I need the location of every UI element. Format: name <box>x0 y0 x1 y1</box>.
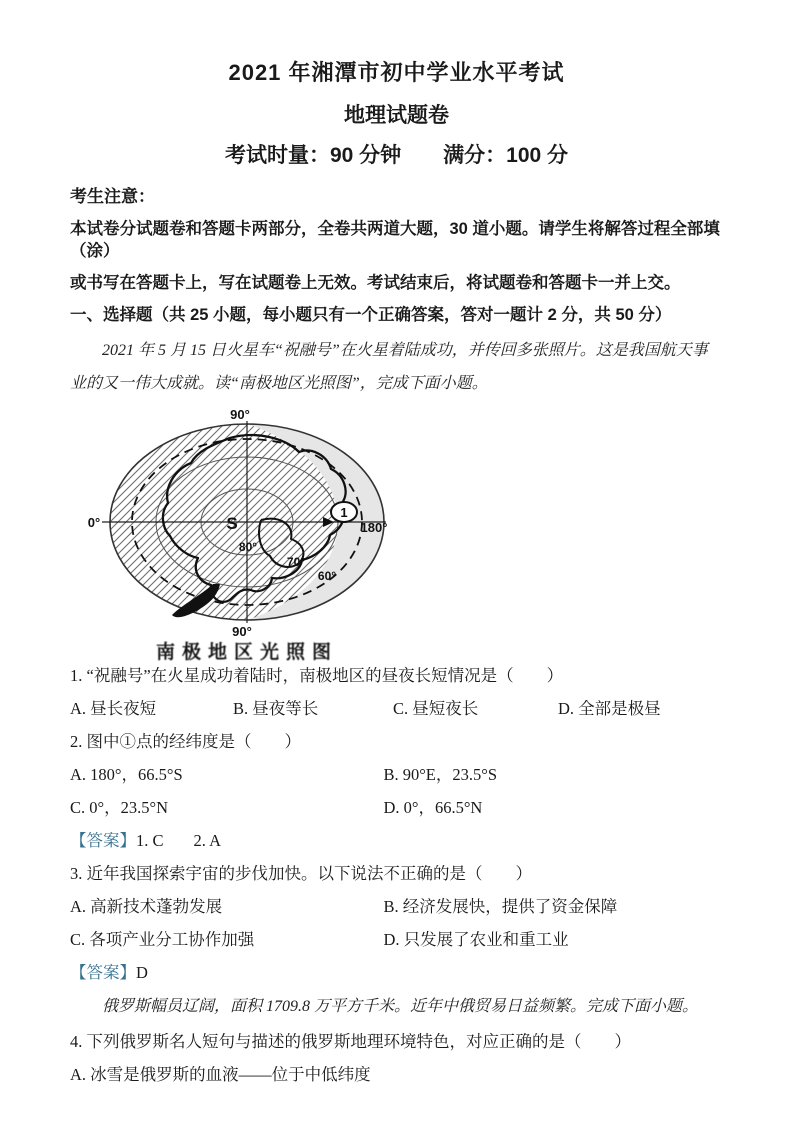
antarctica-illumination-map <box>80 407 414 663</box>
answer-label: 【答案】 <box>70 831 136 850</box>
q2-option-b: B. 90°E，23.5°S <box>383 765 498 784</box>
answer-q2-value: 2. A <box>193 831 222 850</box>
passage-russia: 俄罗斯幅员辽阔，面积 1709.8 万平方千米。近年中俄贸易日益频繁。完成下面小题。 <box>102 998 699 1015</box>
answer-q3-value: D <box>136 963 148 982</box>
question-1-options <box>70 698 723 720</box>
q3-option-b: B. 经济发展快，提供了资金保障 <box>383 897 618 916</box>
question-2-options-row2 <box>70 797 723 819</box>
polar-map-figure <box>80 408 414 640</box>
q2-option-a: A. 180°，66.5°S <box>70 765 183 784</box>
question-4-stem: 4. 下列俄罗斯名人短句与描述的俄罗斯地理环境特色，对应正确的是（ ） <box>70 1032 631 1051</box>
label-60s: 60° <box>317 569 337 583</box>
q1-option-d: D. 全部是极昼 <box>558 699 661 718</box>
question-3-options-row2 <box>70 929 723 951</box>
question-1-stem: 1. “祝融号”在火星成功着陆时，南极地区的昼夜长短情况是（ ） <box>70 666 564 685</box>
q3-option-a: A. 高新技术蓬勃发展 <box>70 897 223 916</box>
question-2-stem: 2. 图中①点的经纬度是（ ） <box>70 732 301 751</box>
q3-option-d: D. 只发展了农业和重工业 <box>383 930 569 949</box>
page-subtitle: 地理试题卷 <box>344 104 449 127</box>
notice-heading: 考生注意： <box>70 187 155 206</box>
point-1-label: 1 <box>340 505 348 520</box>
passage-mars: 2021 年 5 月 15 日火星车“祝融号”在火星着陆成功，并传回多张照片。这是我国航天事业的又一伟大成就。读“南极地区光照图”，完成下面小题。 <box>70 342 708 392</box>
page-title: 2021 年湘潭市初中学业水平考试 <box>228 60 565 85</box>
label-0-left: 0° <box>87 515 101 530</box>
q2-option-c: C. 0°，23.5°N <box>70 798 168 817</box>
answer-q3 <box>70 962 723 984</box>
notice-line-2: 或书写在答题卡上，写在试题卷上无效。考试结束后，将试题卷和答题卡一并上交。 <box>70 274 681 292</box>
label-70s: 70° <box>286 555 306 569</box>
figure-caption-clipped: 南极地区光照图 <box>155 642 338 663</box>
q4-option-a: A. 冰雪是俄罗斯的血液——位于中低纬度 <box>70 1065 371 1084</box>
q2-option-d: D. 0°，66.5°N <box>383 798 483 817</box>
question-2-options-row1 <box>70 764 723 786</box>
label-90-bottom: 90° <box>232 624 252 639</box>
q1-option-a: A. 昼长夜短 <box>70 699 157 718</box>
label-80s: 80° <box>238 540 258 554</box>
notice-line-1: 本试卷分试题卷和答题卡两部分，全卷共两道大题，30 道小题。请学生将解答过程全部填（涂） <box>70 220 720 260</box>
question-3-options-row1 <box>70 896 723 918</box>
answer-label: 【答案】 <box>70 963 136 982</box>
label-180-right: 180° <box>360 520 388 535</box>
answer-q1-value: 1. C <box>136 831 164 850</box>
label-south-pole: S <box>226 514 238 533</box>
section-1-heading: 一、选择题（共 25 小题，每小题只有一个正确答案，答对一题计 2 分，共 50 分） <box>70 306 672 324</box>
exam-info: 考试时量：90 分钟 满分：100 分 <box>224 144 569 167</box>
q3-option-c: C. 各项产业分工协作加强 <box>70 930 255 949</box>
label-90-top: 90° <box>230 407 250 422</box>
question-3-stem: 3. 近年我国探索宇宙的步伐加快。以下说法不正确的是（ ） <box>70 864 532 883</box>
q1-option-c: C. 昼短夜长 <box>393 699 479 718</box>
answer-q1-q2 <box>70 830 723 852</box>
q1-option-b: B. 昼夜等长 <box>233 699 319 718</box>
